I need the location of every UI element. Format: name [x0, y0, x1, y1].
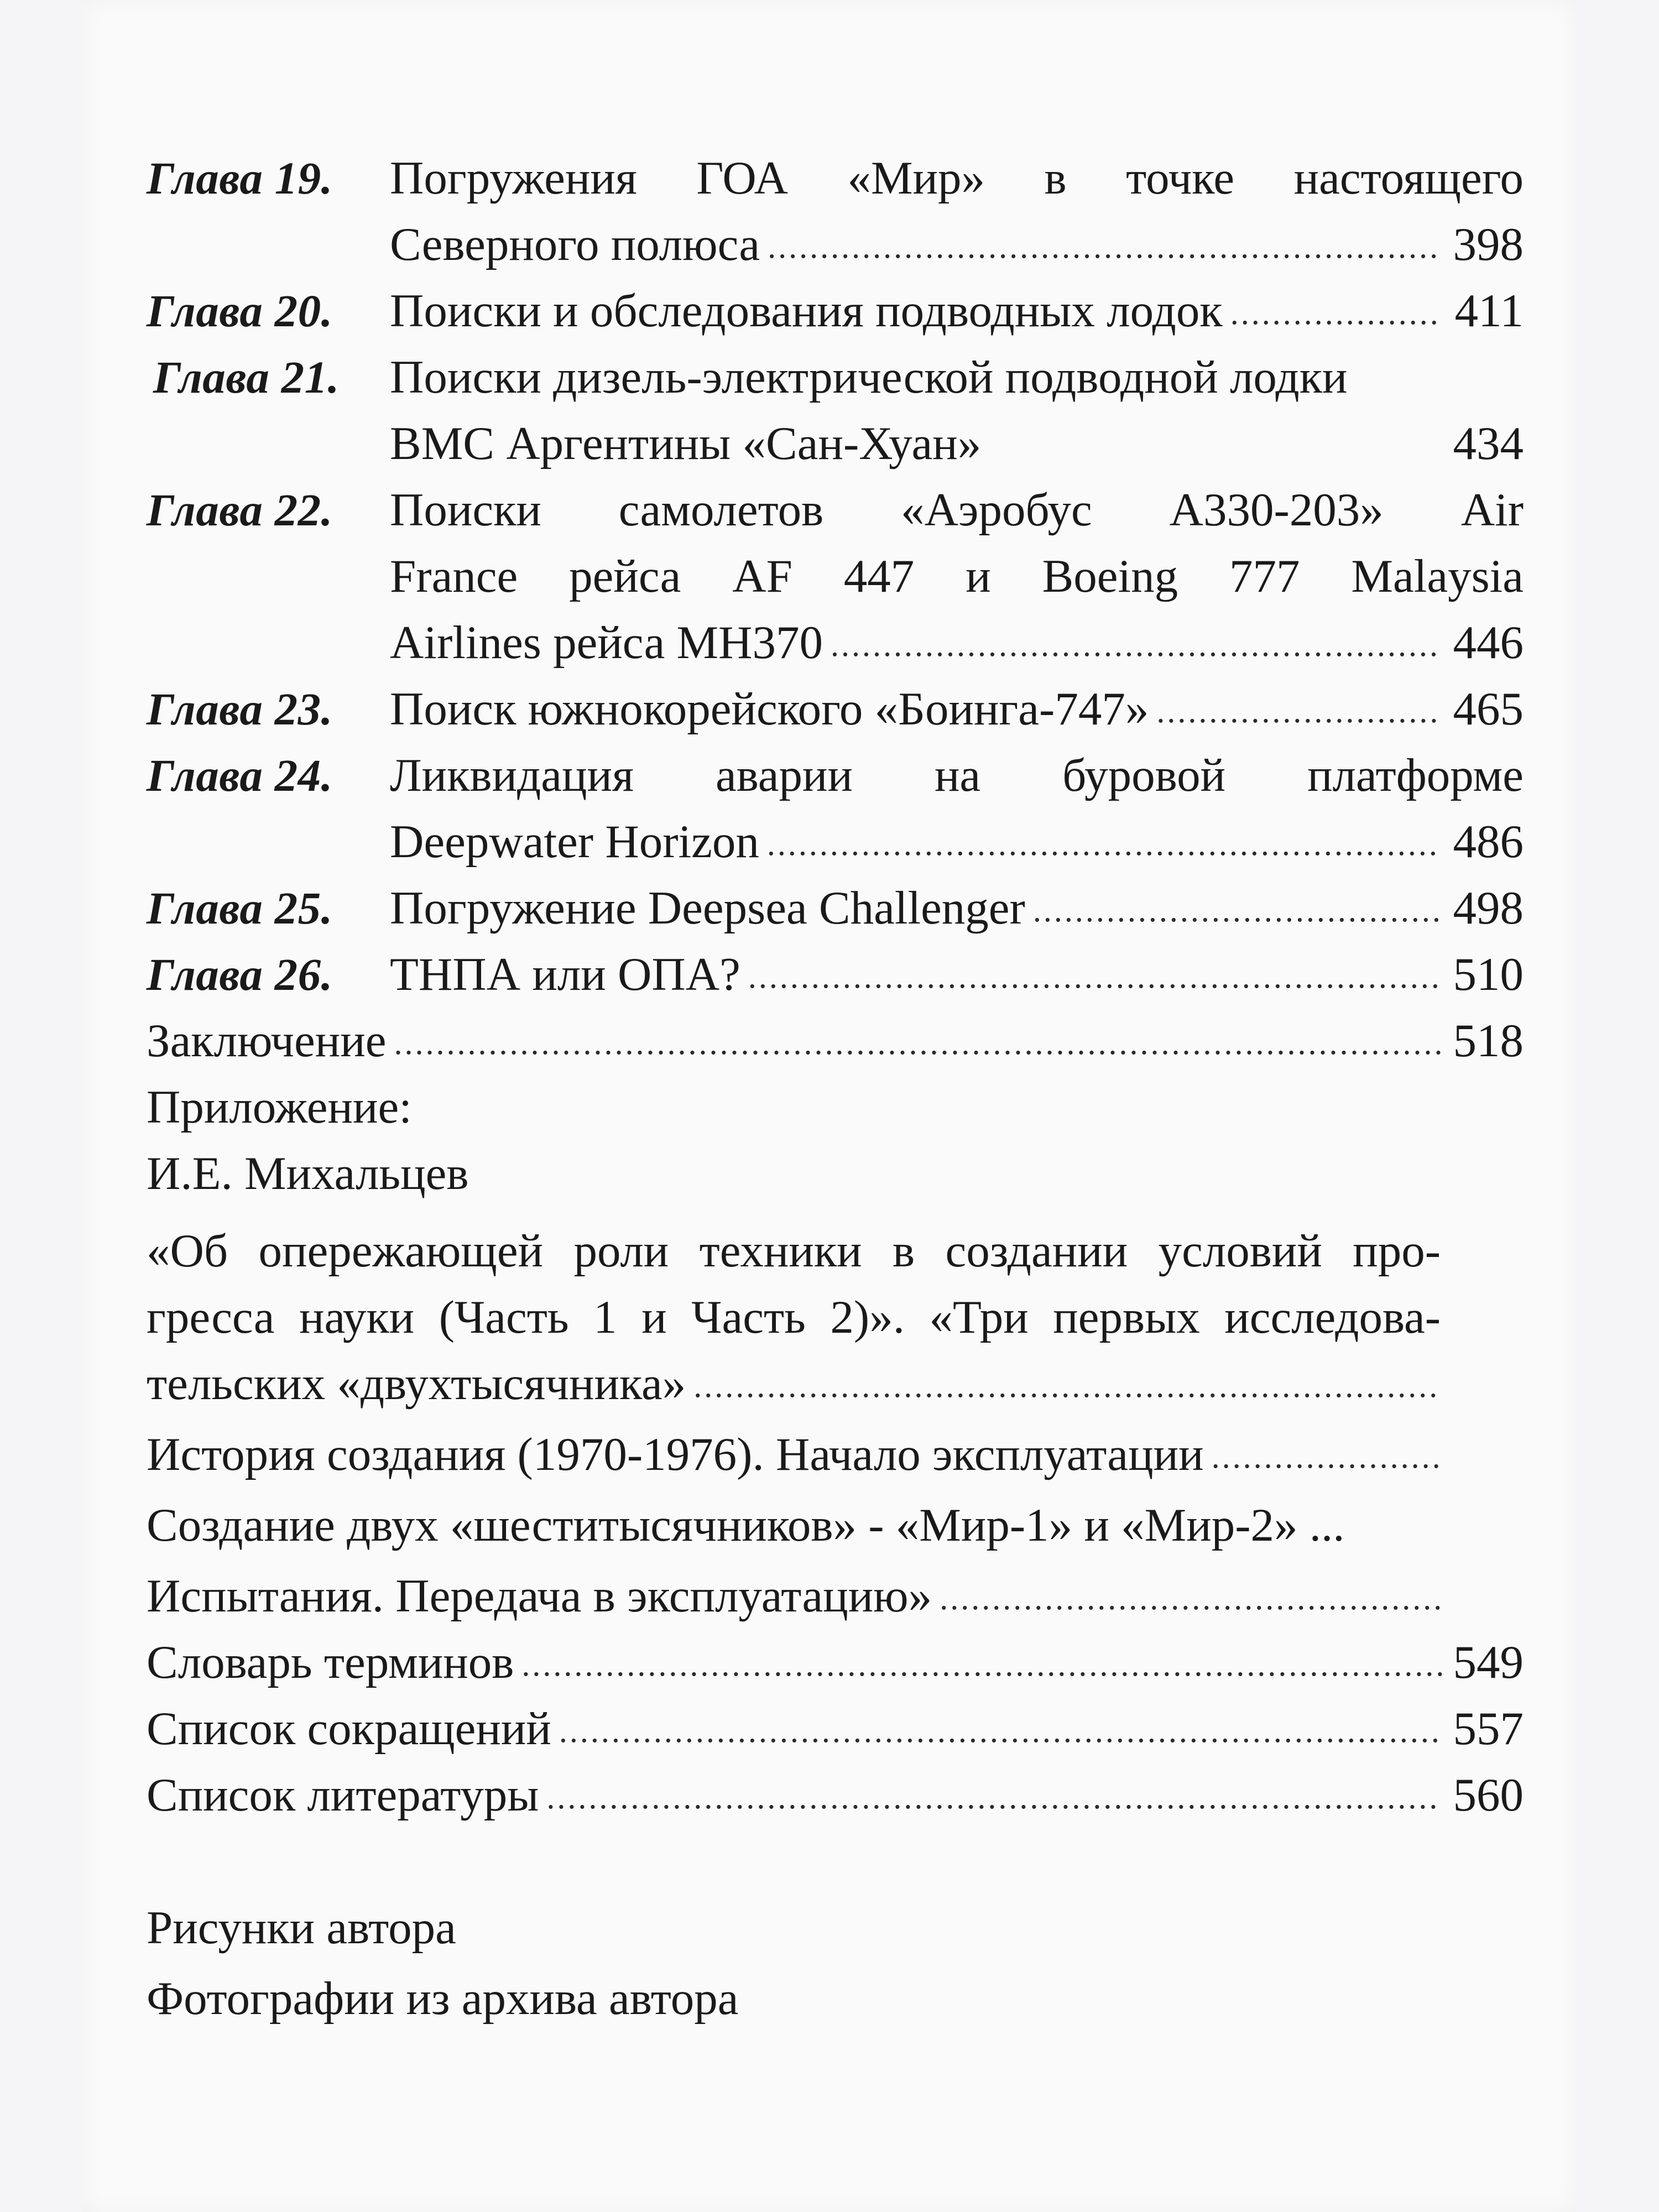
toc-entry-chapter-22 [147, 477, 1524, 676]
dot-leader [521, 1637, 1442, 1692]
entry-title: Список литературы [147, 1769, 539, 1821]
page-number: 486 [1453, 816, 1524, 868]
chapter-title-line: Поиск южнокорейского «Боинга-747» [390, 683, 1149, 735]
page-number: 557 [1453, 1703, 1524, 1755]
chapter-title-line: ВМС Аргентины «Сан-Хуан» [390, 418, 982, 469]
toc-entry-chapter-20 [147, 278, 1524, 344]
entry-title: Список сокращений [147, 1703, 551, 1755]
toc-entry-chapter-26 [147, 941, 1524, 1008]
dot-leader [1156, 684, 1442, 739]
appendix-creation: Создание двух «шеститысячников» - «Мир-1» и «Мир-2» ... [147, 1499, 1345, 1551]
dot-leader [693, 1358, 1441, 1413]
page-number: 465 [1453, 683, 1524, 735]
entry-title: Заключение [147, 1015, 387, 1067]
toc-entry-abbreviations [147, 1695, 1524, 1762]
chapter-title-line: Северного полюса [390, 218, 760, 270]
page-number: 498 [1453, 882, 1524, 934]
appendix-history: История создания (1970-1976). Начало эксплуатации [147, 1428, 1204, 1480]
chapter-label: Глава 21. [153, 352, 340, 403]
toc-entry-conclusion [147, 1008, 1524, 1074]
entry-title: Словарь терминов [147, 1636, 514, 1688]
dot-leader [1212, 1429, 1441, 1484]
toc-entry-bibliography [147, 1762, 1524, 1828]
toc-entry-chapter-19 [147, 145, 1524, 278]
toc-entry-chapter-25 [147, 875, 1524, 941]
toc-entry-glossary [147, 1629, 1524, 1695]
page-number: 510 [1453, 948, 1524, 1000]
entry-title: Рисунки автора [147, 1902, 456, 1954]
toc-entry-chapter-21 [147, 344, 1524, 477]
chapter-title-line: Deepwater Horizon [390, 816, 759, 868]
entry-title: Фотографии из архива автора [147, 1973, 739, 2025]
page-number: 398 [1453, 218, 1524, 270]
dot-leader [748, 949, 1442, 1004]
toc-entry-chapter-24 [147, 742, 1524, 875]
toc-entry-chapter-23 [147, 676, 1524, 742]
page-number: 549 [1453, 1636, 1524, 1688]
chapter-label: Глава 26. [147, 949, 333, 1000]
page-number: 446 [1453, 617, 1524, 669]
chapter-title-line: Поиски дизель-электрической подводной лодки [390, 351, 1348, 403]
dot-leader [1033, 883, 1442, 938]
dot-leader [394, 1015, 1442, 1071]
toc-extra-photos [147, 1965, 1524, 2032]
dot-leader [940, 1571, 1441, 1626]
toc-appendix-block [147, 1074, 1524, 1629]
page-number: 518 [1453, 1015, 1524, 1067]
appendix-article-line: гресса науки (Часть 1 и Часть 2)». «Три первых исследова- [147, 1291, 1441, 1343]
appendix-article-line: «Об опережающей роли техники в создании условий про- [147, 1225, 1441, 1277]
dot-leader [559, 1703, 1442, 1759]
chapter-label: Глава 22. [147, 484, 333, 535]
table-of-contents [147, 145, 1524, 2032]
dot-leader [831, 617, 1442, 672]
appendix-tests: Испытания. Передача в эксплуатацию» [147, 1570, 932, 1622]
book-page [83, 0, 1576, 2212]
chapter-title-line: Поиски самолетов «Аэробус А330-203» Air [390, 484, 1524, 536]
dot-leader [767, 816, 1442, 872]
page-number: 560 [1453, 1769, 1524, 1821]
dot-leader [546, 1770, 1442, 1825]
appendix-heading: Приложение: [147, 1081, 412, 1133]
chapter-label: Глава 19. [147, 153, 333, 204]
chapter-label: Глава 24. [147, 750, 333, 801]
chapter-label: Глава 25. [147, 883, 333, 933]
dot-leader [1230, 285, 1442, 341]
chapter-label: Глава 20. [147, 285, 333, 336]
page-number: 411 [1454, 285, 1524, 337]
chapter-title-line: Ликвидация аварии на буровой платформе [390, 749, 1524, 801]
appendix-article-line: тельских «двухтысячника» [147, 1358, 686, 1410]
appendix-author: И.Е. Михальцев [147, 1147, 469, 1199]
chapter-title-line: France рейса AF 447 и Boeing 777 Malaysia [390, 550, 1524, 602]
chapter-title-line: Airlines рейса MH370 [390, 617, 823, 669]
toc-extra-drawings [147, 1895, 1524, 1961]
chapter-label: Глава 23. [147, 684, 333, 734]
dot-leader [768, 219, 1442, 274]
chapter-title-line: ТНПА или ОПА? [390, 948, 740, 1000]
page-number: 434 [1453, 418, 1524, 469]
chapter-title-line: Погружение Deepsea Challenger [390, 882, 1025, 934]
chapter-title-line: Поиски и обследования подводных лодок [390, 285, 1223, 337]
chapter-title-line: Погружения ГОА «Мир» в точке настоящего [390, 152, 1524, 204]
